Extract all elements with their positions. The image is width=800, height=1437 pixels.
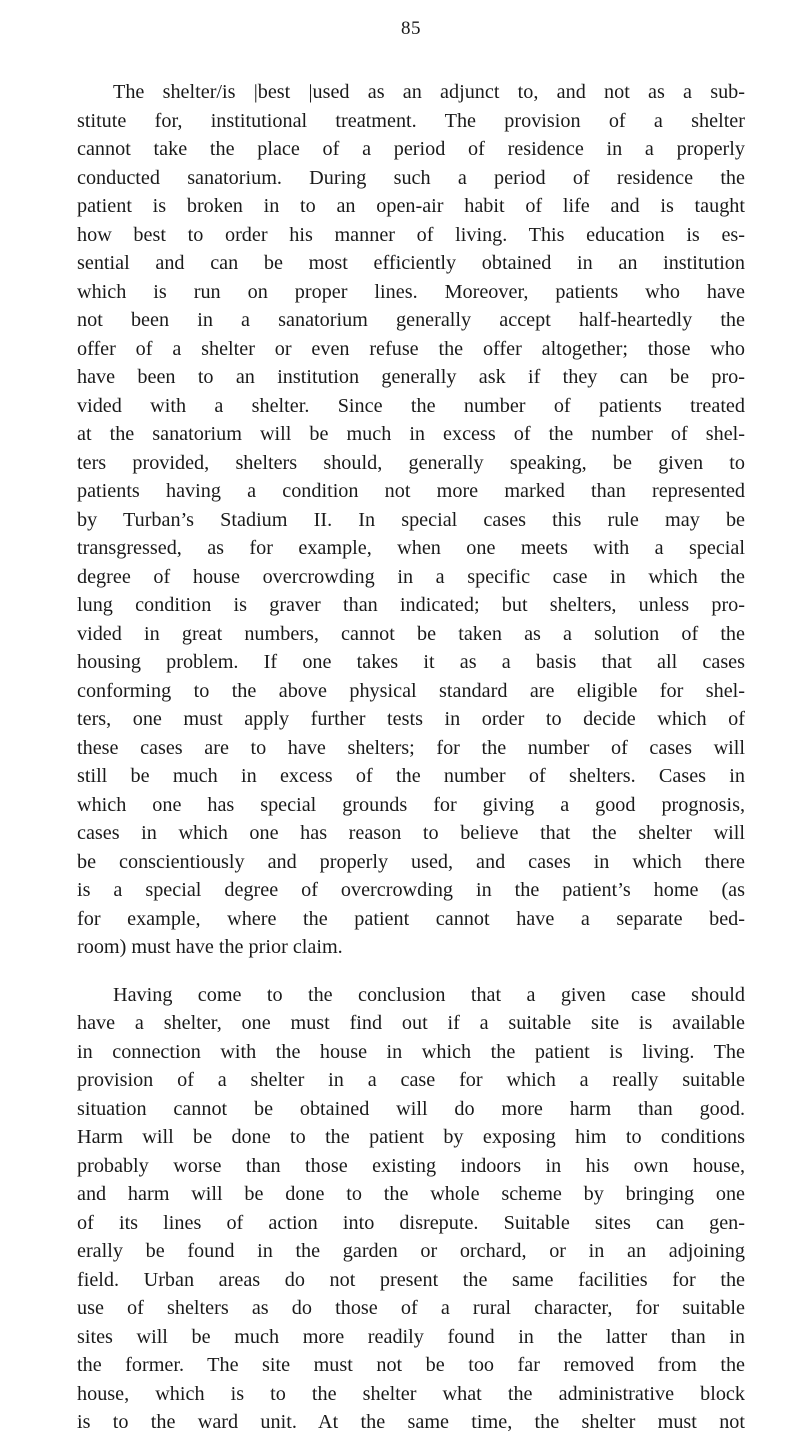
text-line: vided with a shelter. Since the number of patients treated (77, 394, 745, 417)
text-line: ters provided, shelters should, generally speaking, be given to (77, 451, 745, 474)
text-line: is to the ward unit. At the same time, the shelter must not (77, 1411, 745, 1433)
paragraph-gap (77, 962, 745, 981)
text-line: sential and can be most efficiently obtained in an institution (77, 252, 745, 274)
text-line: housing problem. If one takes it as a basis that all cases (77, 651, 745, 673)
text-line: stitute for, institutional treatment. The provision of a shelter (77, 109, 745, 132)
text-line: cases in which one has reason to believe that the shelter will (77, 822, 745, 844)
text-line: at the sanatorium will be much in excess of the number of shel- (77, 423, 745, 445)
text-line: Harm will be done to the patient by exposing him to conditions (77, 1126, 745, 1148)
text-line: which is run on proper lines. Moreover, patients who have (77, 280, 745, 303)
text-line: for example, where the patient cannot have a separate bed- (77, 907, 745, 930)
paragraph-shelter-adjunct (77, 78, 745, 962)
text-line: have been to an institution generally ask if they can be pro- (77, 366, 745, 388)
text-line: conforming to the above physical standard are eligible for shel- (77, 679, 745, 702)
text-line: which one has special grounds for giving a good prognosis, (77, 793, 745, 816)
text-line: patients having a condition not more marked than represented (77, 480, 745, 502)
text-line: conducted sanatorium. During such a period of residence the (77, 166, 745, 189)
text-line: not been in a sanatorium generally accept half-heartedly the (77, 309, 745, 331)
text-line: erally be found in the garden or orchard, or in an adjoining (77, 1240, 745, 1262)
text-line: provision of a shelter in a case for which a really suitable (77, 1069, 745, 1091)
text-line: still be much in excess of the number of shelters. Cases in (77, 765, 745, 787)
text-line: be conscientiously and properly used, and cases in which there (77, 850, 745, 873)
text-line: offer of a shelter or even refuse the offer altogether; those who (77, 337, 745, 360)
text-line: vided in great numbers, cannot be taken as a solution of the (77, 622, 745, 645)
page-number: 85 (401, 18, 421, 39)
text-line: degree of house overcrowding in a specific case in which the (77, 565, 745, 588)
text-line: in connection with the house in which the patient is living. The (77, 1040, 745, 1063)
text-line: cannot take the place of a period of residence in a properly (77, 138, 745, 160)
text-line: probably worse than those existing indoors in his own house, (77, 1154, 745, 1177)
text-line: lung condition is graver than indicated; but shelters, unless pro- (77, 594, 745, 616)
text-line: and harm will be done to the whole scheme by bringing one (77, 1183, 745, 1205)
text-line: by Turban’s Stadium II. In special cases this rule may be (77, 508, 745, 531)
text-line: of its lines of action into disrepute. Suitable sites can gen- (77, 1211, 745, 1234)
text-line: Having come to the conclusion that a given case should (113, 983, 745, 1006)
body-text (77, 78, 745, 1437)
text-line: transgressed, as for example, when one meets with a special (77, 537, 745, 559)
text-line: use of shelters as do those of a rural character, for suitable (77, 1297, 745, 1319)
text-line: the former. The site must not be too far removed from the (77, 1354, 745, 1376)
text-line: room) must have the prior claim. (77, 936, 343, 958)
text-line: patient is broken in to an open-air habit of life and is taught (77, 195, 745, 217)
text-line: these cases are to have shelters; for the number of cases will (77, 736, 745, 759)
text-line: how best to order his manner of living. This education is es- (77, 223, 745, 246)
text-line: The shelter/is |best |used as an adjunct to, and not as a sub- (113, 81, 745, 103)
text-line: have a shelter, one must find out if a suitable site is available (77, 1012, 745, 1034)
text-line: is a special degree of overcrowding in the patient’s home (as (77, 879, 745, 901)
text-line: situation cannot be obtained will do more harm than good. (77, 1097, 745, 1120)
text-line: sites will be much more readily found in the latter than in (77, 1325, 745, 1348)
paragraph-suitable-site (77, 981, 745, 1437)
text-line: house, which is to the shelter what the administrative block (77, 1382, 745, 1405)
text-line: field. Urban areas do not present the same facilities for the (77, 1268, 745, 1291)
text-line: ters, one must apply further tests in order to decide which of (77, 708, 745, 730)
